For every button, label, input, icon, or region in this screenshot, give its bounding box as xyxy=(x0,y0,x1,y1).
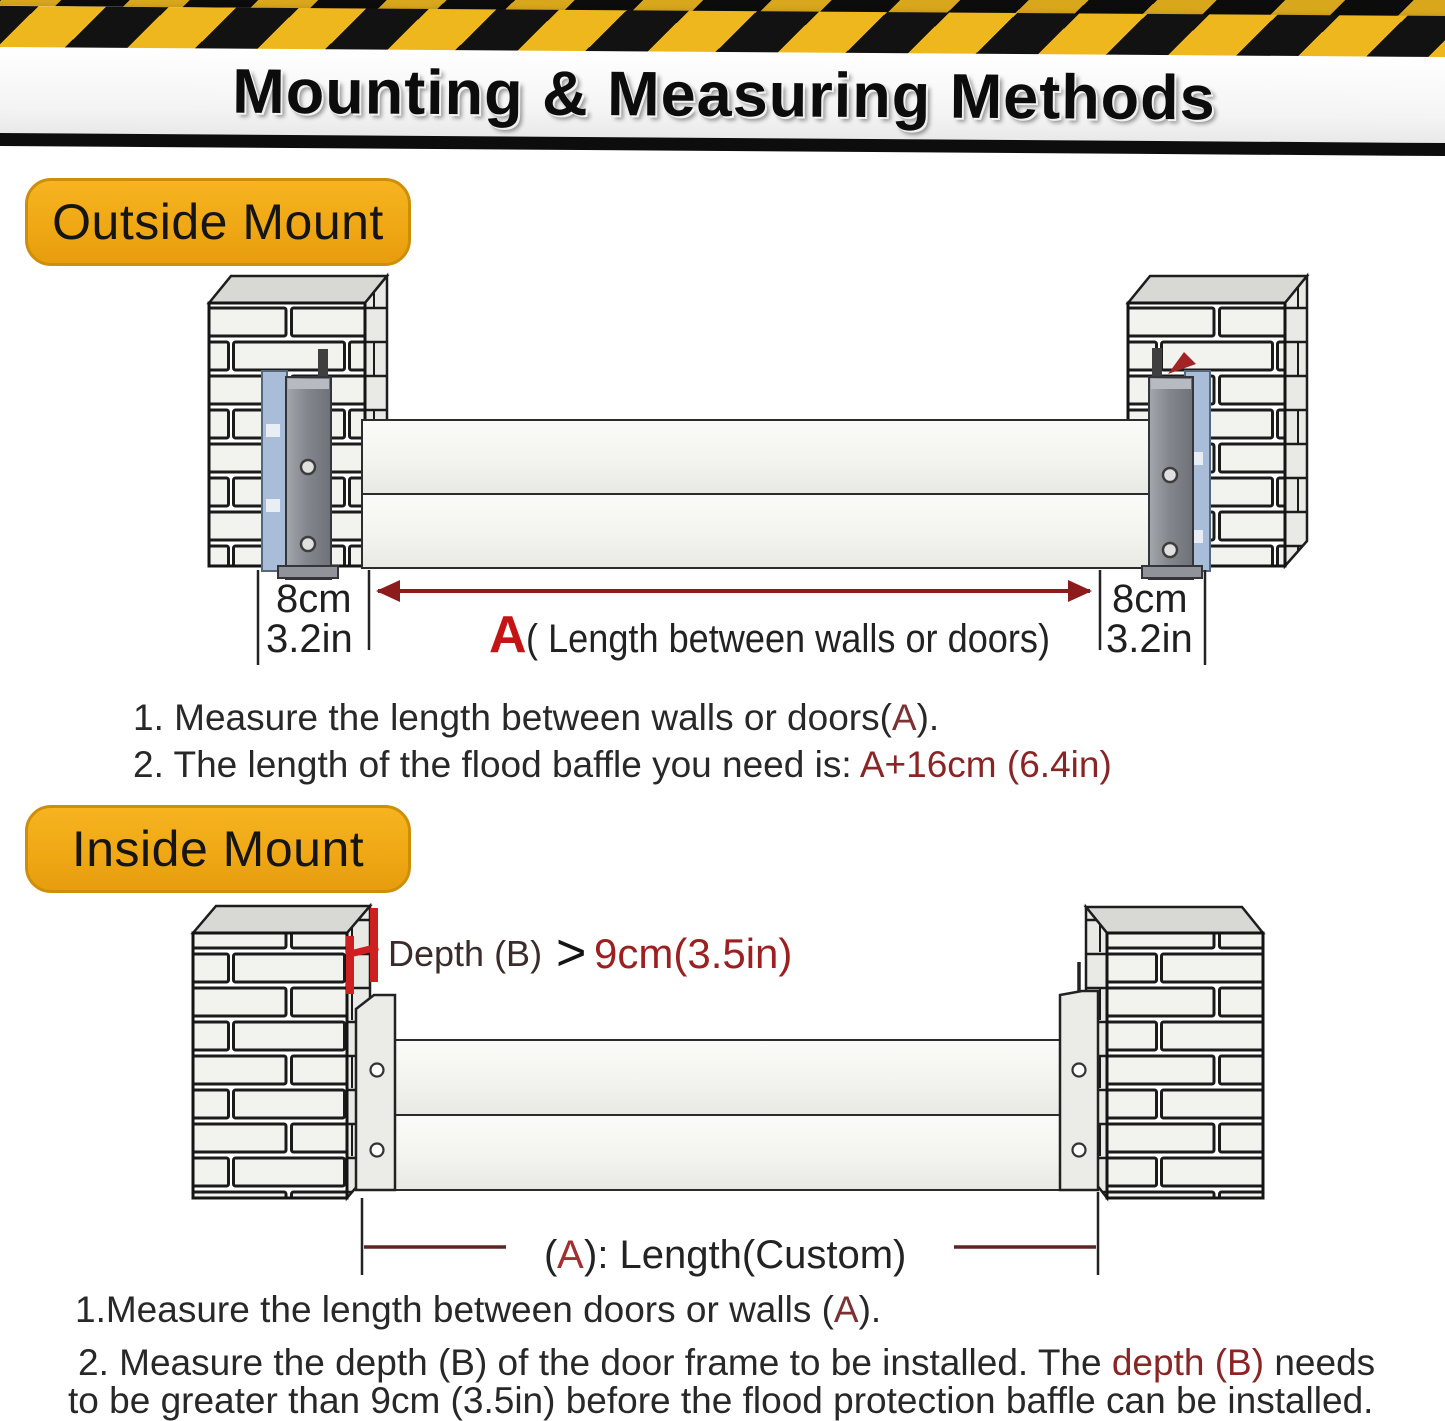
inside-step-2-end: needs xyxy=(1264,1342,1376,1383)
left-seal-strip xyxy=(262,371,287,571)
span-label: ( Length between walls or doors) xyxy=(526,617,1050,661)
right-channel-plate xyxy=(1060,962,1098,1190)
outside-step-1-letter: A xyxy=(891,697,917,738)
arrowhead-left-icon xyxy=(376,580,400,602)
length-label-pre: ( xyxy=(544,1233,558,1277)
outside-step-1 xyxy=(133,697,939,740)
right-anchor-slot xyxy=(1152,348,1162,380)
span-letter-a: A xyxy=(489,606,527,664)
right-gap-in: 3.2in xyxy=(1106,617,1193,661)
length-label-rest: ): Length(Custom) xyxy=(584,1233,907,1277)
right-pillar-side-face xyxy=(1285,276,1307,566)
inside-mount-diagram xyxy=(0,895,1445,1285)
outside-step-2-formula: A+16cm (6.4in) xyxy=(859,744,1112,785)
inside-step-1 xyxy=(75,1289,881,1332)
inside-step-2-depth: depth (B) xyxy=(1111,1342,1265,1383)
barrier-panel-top xyxy=(362,420,1152,494)
inside-step-1-text: 1.Measure the length between doors or walls ( xyxy=(75,1289,834,1330)
inside-mount-label xyxy=(25,805,411,893)
length-label-letter: A xyxy=(557,1233,584,1277)
depth-value: 9cm(3.5in) xyxy=(594,930,793,977)
screw xyxy=(301,537,315,551)
right-brick-pillar xyxy=(1086,907,1263,1198)
left-pillar-top-face xyxy=(193,906,370,933)
right-gap-cm: 8cm xyxy=(1112,577,1188,621)
inside-step-2-line-1 xyxy=(78,1342,1375,1385)
left-mounting-bracket xyxy=(262,371,338,579)
screw-hole xyxy=(1073,1144,1086,1157)
screw-hole xyxy=(371,1064,384,1077)
screw-hole xyxy=(1073,1064,1086,1077)
depth-label: Depth (B) xyxy=(388,933,543,974)
arrowhead-right-icon xyxy=(1068,580,1092,602)
outside-step-1-end: ). xyxy=(916,697,940,738)
page-title: Mounting & Measuring Methods xyxy=(232,56,1216,134)
left-pillar-front-face xyxy=(193,933,347,1198)
right-channel-cap xyxy=(1151,379,1191,389)
right-pillar-top-face xyxy=(1128,276,1307,303)
flood-barrier-panels xyxy=(362,420,1152,568)
left-channel-cap xyxy=(288,379,329,389)
screw xyxy=(1163,468,1177,482)
outside-mount-diagram xyxy=(0,268,1445,672)
seal-highlight xyxy=(266,424,280,437)
left-channel-plate xyxy=(356,995,395,1190)
inside-step-2-text: 2. Measure the depth (B) of the door frame to be installed. The xyxy=(78,1342,1112,1383)
outside-step-2-text: 2. The length of the flood baffle you need is: xyxy=(133,744,860,785)
inside-step-2-line-2-text: to be greater than 9cm (3.5in) before the flood protection baffle can be installed. xyxy=(68,1380,1374,1421)
outside-step-1-text: 1. Measure the length between walls or doors( xyxy=(133,697,892,738)
screw-hole xyxy=(371,1144,384,1157)
title-band xyxy=(0,47,1445,143)
screw xyxy=(1163,543,1177,557)
inside-step-1-letter: A xyxy=(833,1289,859,1330)
barrier-panel-bottom xyxy=(362,494,1152,568)
left-gap-cm: 8cm xyxy=(276,577,352,621)
right-mounting-bracket xyxy=(1142,371,1210,579)
seal-highlight xyxy=(266,499,280,512)
hazard-banner xyxy=(0,0,1445,162)
right-pillar-top-face xyxy=(1086,907,1263,933)
depth-gt-symbol: > xyxy=(556,924,587,982)
outside-mount-label xyxy=(25,178,411,266)
outside-step-2 xyxy=(133,744,1112,787)
left-gap-in: 3.2in xyxy=(266,617,353,661)
screw xyxy=(301,460,315,474)
inside-step-2-line-2 xyxy=(68,1380,1373,1421)
outside-mount-label-text: Outside Mount xyxy=(52,194,384,250)
left-pillar-top-face xyxy=(209,276,387,303)
inside-mount-label-text: Inside Mount xyxy=(71,821,365,877)
left-channel xyxy=(356,995,395,1190)
barrier-panel-bottom xyxy=(394,1115,1062,1190)
inside-step-1-end: ). xyxy=(858,1289,882,1330)
barrier-panel-top xyxy=(394,1040,1062,1115)
flood-barrier-panels xyxy=(394,1040,1062,1190)
right-pillar-front-face xyxy=(1107,933,1263,1198)
left-brick-pillar xyxy=(193,906,370,1198)
right-channel xyxy=(1060,991,1098,1190)
